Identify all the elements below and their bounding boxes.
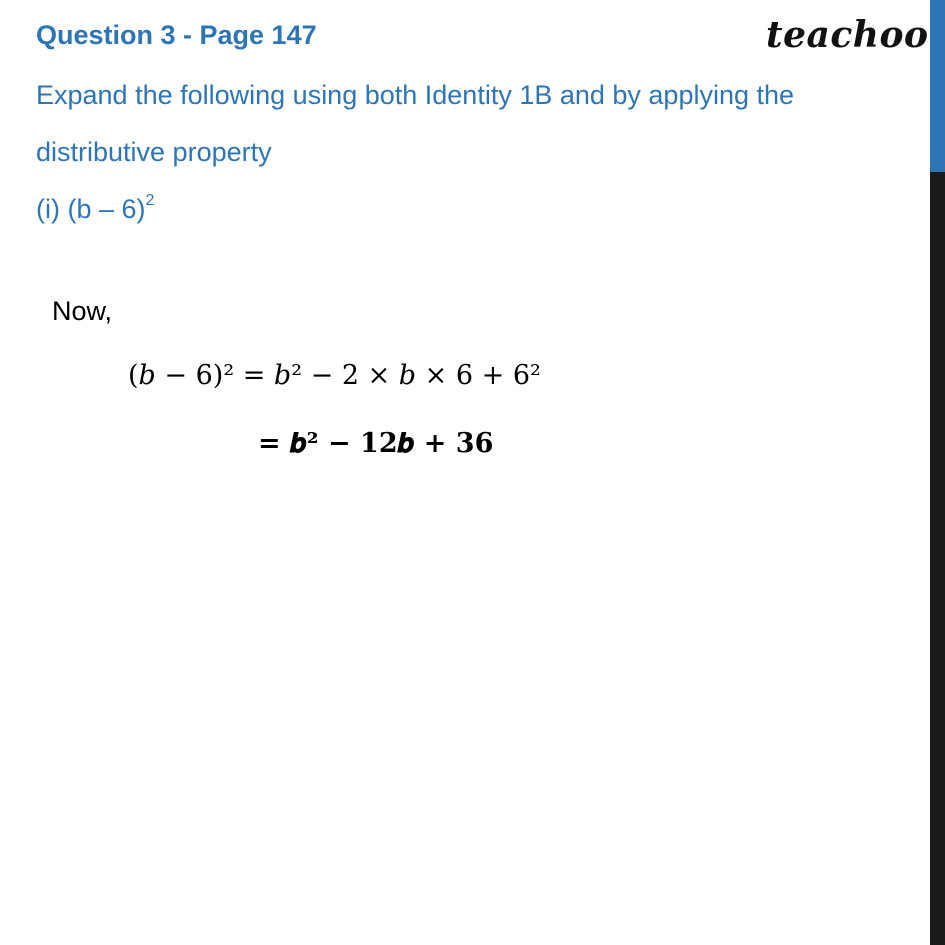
- solution-equation-line-1: (𝑏 − 6)² = 𝑏² − 2 × 𝑏 × 6 + 6²: [128, 360, 541, 391]
- right-edge-bar-accent: [930, 0, 945, 172]
- question-part-text: (i) (b – 6): [36, 194, 146, 224]
- solution-equation-line-2: = 𝒃² − 𝟏𝟐𝒃 + 𝟑𝟔: [258, 428, 494, 459]
- question-text-line-1: Expand the following using both Identity 1B and by applying the: [36, 80, 795, 110]
- question-text-line-2: distributive property: [36, 137, 272, 167]
- question-part-exponent: 2: [145, 192, 155, 209]
- solution-intro: Now,: [52, 296, 113, 326]
- teachoo-logo: teachoo: [766, 14, 929, 56]
- question-title: Question 3 - Page 147: [36, 20, 317, 50]
- question-part-label: [36, 194, 154, 225]
